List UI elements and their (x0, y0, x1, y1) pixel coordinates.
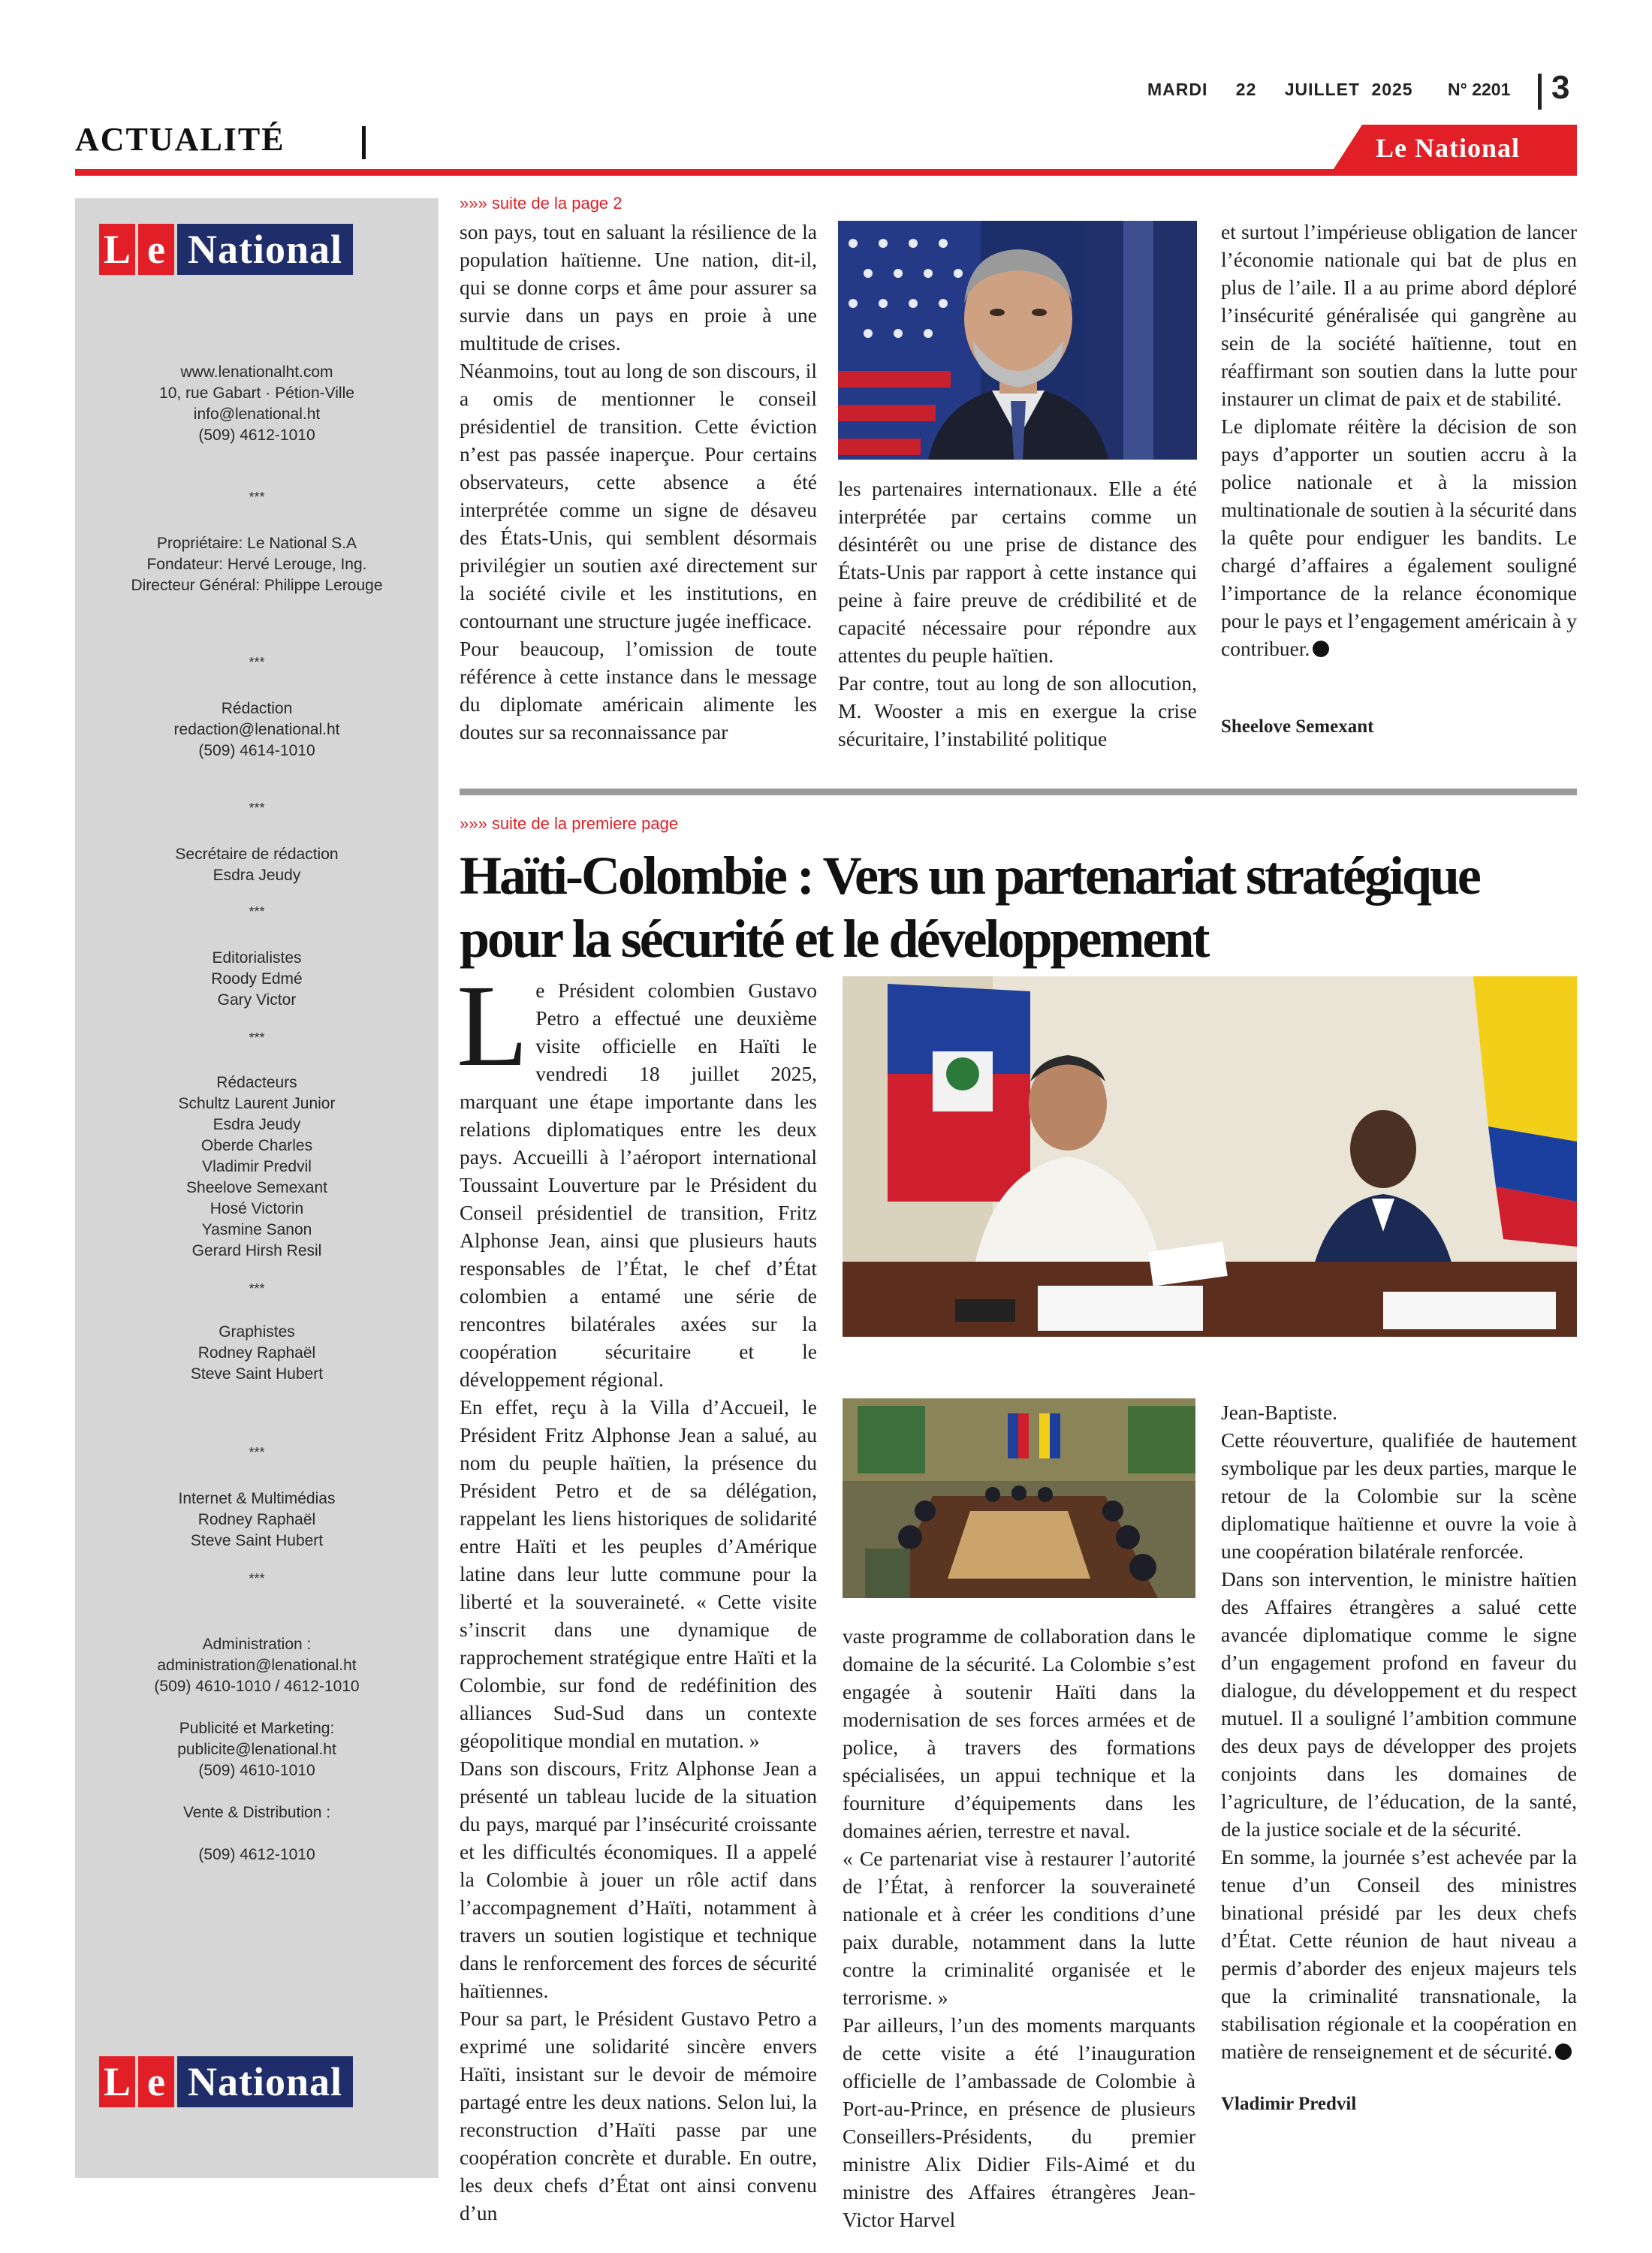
distribution-phone: (509) 4612-1010 (198, 1846, 315, 1863)
editorialist-name: Gary Victor (217, 991, 297, 1009)
article2-column-3 (1221, 1398, 1577, 2065)
end-of-article-mark-icon (1555, 2043, 1572, 2060)
le-national-logo (99, 224, 353, 275)
paragraph: Dans son discours, Fritz Alphonse Jean a présenté un tableau lucide de la situation du pays, marqué par l’insécurité croissante et les difficultés économiques. Il a appelé la Colombie à jouer un rôle actif dans l’accompagnement d’Haïti, notamment à travers un soutien logistique et technique dans le renforcement des forces de sécurité haïtiennes. (460, 1757, 817, 2002)
paragraph: Par contre, tout au long de son allocution, M. Wooster a mis en exergue la crise sécuritaire, l’instabilité politique (838, 671, 1197, 750)
internet-block (75, 1488, 439, 1552)
paragraph-text: En somme, la journée s’est achevée par la tenue d’un Conseil des ministres binational présidé par les deux chefs d’État. Cette réunion de haut niveau a permis d’aborder des enjeux majeurs tels que la criminalité transnationale, la stabilisation régionale et la coopération en matière de renseignement et de sécurité. (1221, 1845, 1577, 2063)
separator: *** (249, 490, 265, 505)
ownership-block (75, 533, 439, 596)
continued-from-page-2[interactable]: »»» suite de la page 2 (460, 194, 623, 213)
paragraph: et surtout l’impérieuse obligation de lancer l’économie nationale qui bat de plus en plus de l’aile. Il a au prime abord déploré l’insécurité généralisée qui gangrène au sein de la société haïtienne, tout en réaffirmant son soutien dans la lutte pour instaurer un climat de paix et de stabilité. (1221, 220, 1577, 410)
separator: *** (249, 1281, 265, 1296)
redaction-phone: (509) 4614-1010 (198, 742, 315, 759)
separator: *** (249, 801, 265, 816)
secretary-name: Esdra Jeudy (213, 867, 301, 884)
article1-byline: Sheelove Semexant (1221, 716, 1374, 737)
issue-month: JUILLET (1284, 80, 1361, 99)
editorialists-block (75, 948, 439, 1011)
paragraph: En effet, reçu à la Villa d’Accueil, le Président Fritz Alphonse Jean a salué, au nom du peuple haïtien, la présence du Président Petro et de sa délégation, rappelant les liens historiques de solidarité entre Haïti et les peuples d’Amérique latine dans leur lutte commune pour la liberté et la souveraineté. « Cette visite s’inscrit dans une dynamique de rapprochement stratégique entre Haïti et la Colombie, sur fond de redéfinition des alliances Sud-Sud dans un contexte géopolitique mondial en mutation. » (460, 1395, 817, 1752)
article1-column-3 (1221, 218, 1577, 662)
paragraph: Par ailleurs, l’un des moments marquants de cette visite a été l’inauguration officielle de l’ambassade de Colombie à Port-au-Prince, en présence de plusieurs Conseillers-Présidents, du premier ministre Alix Didier Fils-Aimé et du ministre des Affaires étrangères Jean-Victor Harvel (843, 2013, 1195, 2231)
article2-column-2 (843, 1622, 1195, 2233)
drop-cap: L (457, 961, 529, 1090)
advertising-heading: Publicité et Marketing: (179, 1720, 335, 1737)
paragraph: Cette réouverture, qualifiée de hautement symbolique par les deux parties, marque le retour de la Colombie sur la scène diplomatique haïtienne et ouvre la voie à une coopération bilatérale renforcée. (1221, 1428, 1577, 1563)
le-national-logo (99, 2056, 353, 2107)
bilateral-meeting-photo (843, 1398, 1195, 1598)
issue-year: 2025 (1371, 80, 1413, 99)
logo-wordmark: National (177, 2056, 353, 2107)
continued-from-front-page[interactable]: »»» suite de la premiere page (460, 814, 679, 833)
page-number: 3 (1551, 69, 1570, 106)
secretary-block (75, 844, 439, 886)
paragraph: Dans son intervention, le ministre haïtien des Affaires étrangères a salué cette avancée diplomatique comme le signe d’un engagement profond en faveur du dialogue, du développement et du respect mutuel. Il a souligné l’ambition commune des deux pays de développer des projets conjoints dans les domaines de l’agriculture, de l’éducation, de la santé, de la justice sociale et de la sécurité. (1221, 1567, 1577, 1841)
graphic-designers-block (75, 1322, 439, 1385)
writer-name: Vladimir Predvil (202, 1158, 312, 1175)
internet-heading: Internet & Multimédias (178, 1490, 336, 1507)
logo-letter-l: L (99, 224, 135, 275)
address-text: 10, rue Gabart · Pétion-Ville (159, 385, 354, 402)
article2-column-1 (457, 961, 817, 2227)
editorialist-name: Roody Edmé (211, 970, 303, 988)
administration-block (75, 1634, 439, 1697)
info-email-link[interactable]: info@lenational.ht (193, 406, 321, 423)
redaction-heading: Rédaction (221, 700, 293, 717)
paragraph: vaste programme de collaboration dans le domaine de la sécurité. La Colombie s’est engagée à soutenir Haïti dans la modernisation de ses forces armées et de police, à travers des formations spécialisées, un appui technique et la fourniture d’équipements dans les domaines aérien, terrestre et naval. (843, 1624, 1195, 1842)
administration-email-link[interactable]: administration@lenational.ht (157, 1657, 357, 1674)
paragraph: les partenaires internationaux. Elle a été interprétée par certains comme un désintérêt ou une prise de distance des États-Unis par rapport à cette instance qui peine à faire preuve de crédibilité et de capacité nécessaire pour répondre aux attentes du peuple haïtien. (838, 477, 1197, 667)
paragraph: Pour beaucoup, l’omission de toute référence à cette instance dans le message du diplomate américain alimente les doutes sur sa reconnaissance par (460, 637, 817, 743)
internet-staff-name: Steve Saint Hubert (190, 1532, 324, 1549)
article-divider (460, 789, 1577, 795)
issue-date (1147, 80, 1436, 100)
paragraph (1221, 412, 1577, 662)
redaction-email-link[interactable]: redaction@lenational.ht (173, 721, 340, 738)
header-rule (75, 169, 1577, 176)
presidents-meeting-image (843, 976, 1577, 1337)
contact-block (75, 362, 439, 446)
editorialists-heading: Editorialistes (212, 949, 302, 967)
advertising-block (75, 1718, 439, 1781)
advertising-email-link[interactable]: publicite@lenational.ht (177, 1741, 336, 1758)
paragraph: Néanmoins, tout au long de son discours, il a omis de mentionner le conseil présidentiel de transition. Cette éviction n’est pas passée inaperçue. Pour certains observateurs, cette absence a été interprétée comme un signe de désaveu des États-Unis, qui semblent désormais privilégier un soutien axé directement sur la société civile et les institutions, en contournant une structure jugée inefficace. (460, 359, 817, 632)
main-phone: (509) 4612-1010 (198, 427, 315, 444)
section-divider (362, 126, 366, 159)
graphic-designer-name: Rodney Raphaël (197, 1344, 316, 1362)
separator: *** (249, 904, 265, 919)
writer-name: Hosé Victorin (210, 1200, 304, 1217)
brand-tab-label: Le National (1376, 133, 1521, 163)
separator: *** (249, 1571, 265, 1586)
writers-block (75, 1072, 439, 1262)
issue-date-number: 22 (1235, 80, 1257, 99)
paragraph-text: Le diplomate réitère la décision de son pays d’apporter un soutien accru à la police nationale et à la mission multinationale de soutien à la sécurité dans la quête pour endiguer les bandits. Le chargé d’affaires a également souligné l’importance de la relance économique pour le pays et l’engagement américain à y contribuer. (1221, 415, 1577, 660)
writer-name: Schultz Laurent Junior (178, 1095, 336, 1112)
writers-heading: Rédacteurs (216, 1074, 297, 1091)
owner-line: Propriétaire: Le National S.A (156, 535, 357, 552)
article2-byline: Vladimir Predvil (1221, 2094, 1357, 2114)
writer-name: Oberde Charles (200, 1137, 313, 1154)
logo-wordmark: National (177, 224, 353, 275)
paragraph: « Ce partenariat vise à restaurer l’autorité de l’État, à renforcer la souveraineté nationale et à créer les conditions d’une paix durable, notamment dans la lutte contre la criminalité organisée et le terrorisme. » (843, 1847, 1195, 2009)
writer-name: Esdra Jeudy (213, 1116, 301, 1133)
redaction-block (75, 698, 439, 762)
diplomat-portrait-photo (838, 221, 1197, 460)
writer-name: Yasmine Sanon (201, 1221, 312, 1238)
paragraph-text: e Président colombien Gustavo Petro a effectué une deuxième visite officielle en Haïti le vendredi 18 juillet 2025, marquant une étape importante dans les relations diplomatiques entre les deux pays. Accueilli à l’aéroport international Toussaint Louverture par le Président du Conseil présidentiel de transition, Fritz Alphonse Jean, ainsi que plusieurs hauts responsables de l’État, le chef d’État colombien a entamé une série de rencontres bilatérales axées sur la coopération sécuritaire et le développement régional. (460, 979, 817, 1391)
issue-number: N° 2201 (1448, 80, 1511, 99)
writer-name: Gerard Hirsh Resil (191, 1242, 322, 1259)
administration-heading: Administration : (202, 1636, 312, 1653)
distribution-block (75, 1802, 439, 1823)
page-number-divider (1538, 74, 1542, 110)
separator: *** (249, 1445, 265, 1460)
presidents-meeting-photo (843, 976, 1577, 1337)
administration-phone: (509) 4610-1010 / 4612-1010 (154, 1678, 360, 1695)
paragraph: son pays, tout en saluant la résilience de la population haïtienne. Une nation, dit-il, qui se donne corps et âme pour assurer sa survie dans un pays en proie à une multitude de crises. (460, 220, 817, 354)
paragraph (457, 961, 817, 1393)
advertising-phone: (509) 4610-1010 (198, 1762, 315, 1779)
bilateral-meeting-image (843, 1398, 1195, 1598)
distribution-heading: Vente & Distribution : (182, 1804, 331, 1821)
section-title: ACTUALITÉ (75, 121, 285, 158)
article2-headline: Haïti-Colombie : Vers un partenariat stratégique pour la sécurité et le développement (460, 846, 1479, 969)
article1-column-1 (460, 218, 817, 746)
separator: *** (249, 655, 265, 670)
end-of-article-mark-icon (1313, 641, 1329, 657)
writer-name: Sheelove Semexant (186, 1179, 327, 1196)
graphic-designers-heading: Graphistes (219, 1323, 295, 1341)
founder-line: Fondateur: Hervé Lerouge, Ing. (146, 556, 367, 573)
logo-letter-e: e (138, 2056, 174, 2107)
graphic-designer-name: Steve Saint Hubert (190, 1365, 324, 1383)
paragraph: Jean-Baptiste. (1221, 1401, 1338, 1424)
paragraph (1221, 1843, 1577, 2065)
diplomat-portrait-image (838, 221, 1197, 460)
director-line: Directeur Général: Philippe Lerouge (131, 577, 383, 594)
internet-staff-name: Rodney Raphaël (197, 1511, 316, 1528)
website-link[interactable]: www.lenationalht.com (180, 363, 333, 381)
separator: *** (249, 1030, 265, 1045)
logo-letter-l: L (99, 2056, 135, 2107)
issue-day: MARDI (1147, 80, 1208, 99)
article1-column-2 (838, 475, 1197, 753)
paragraph: Pour sa part, le Président Gustavo Petro a exprimé une solidarité sincère envers Haïti, insistant sur le devoir de mémoire partagé entre les deux nations. Selon lui, la reconstruction d’Haïti passe par une coopération concrète et durable. En outre, les deux chefs d’État ont ainsi convenu d’un (460, 2007, 817, 2224)
secretary-heading: Secrétaire de rédaction (175, 846, 339, 863)
logo-letter-e: e (138, 224, 174, 275)
